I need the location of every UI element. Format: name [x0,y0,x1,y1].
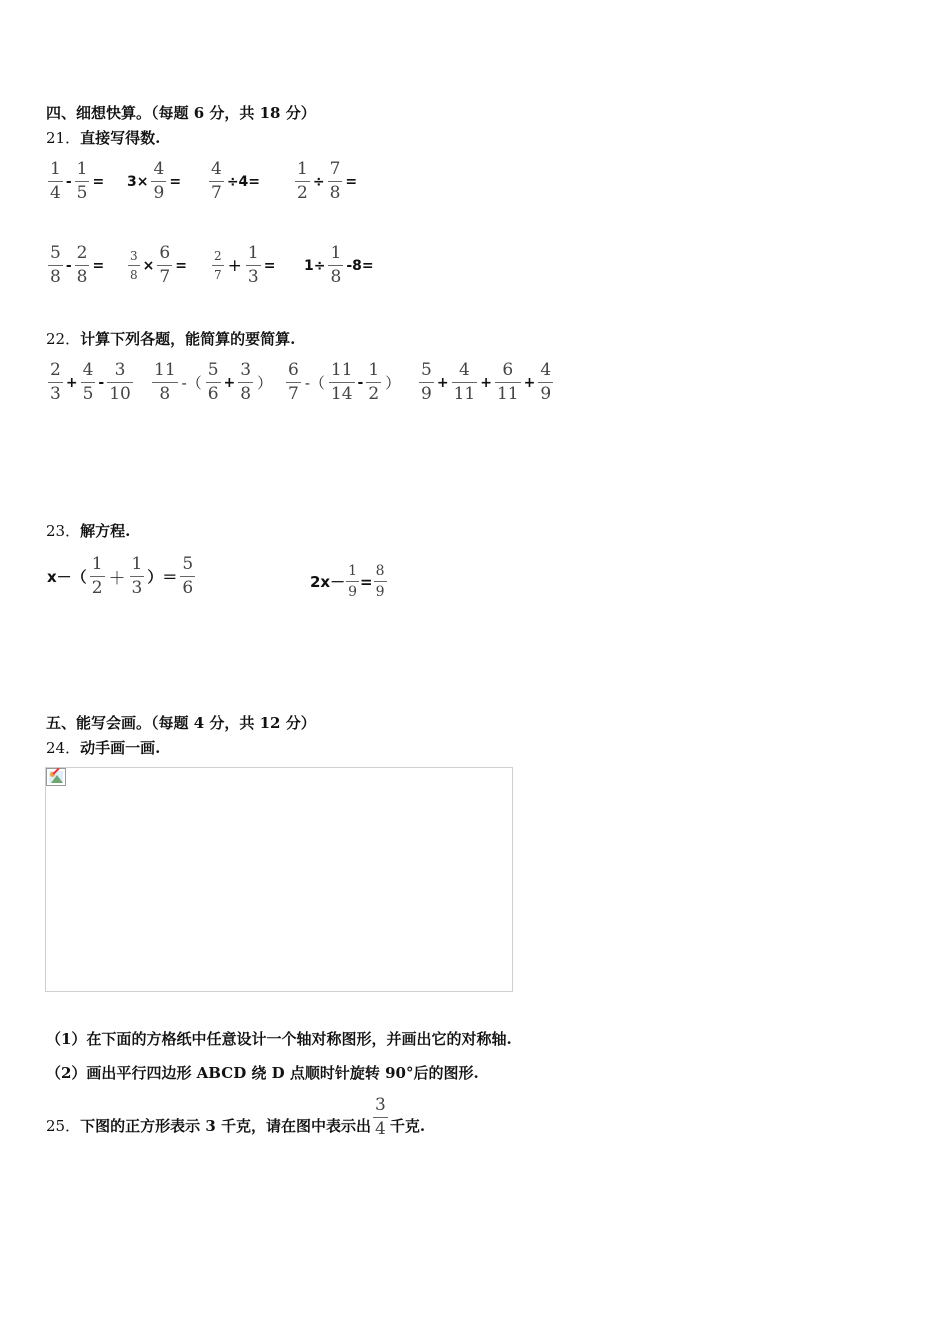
question-number: 22． [46,330,81,348]
section-4-heading: 四、细想快算。（每题 6 分，共 18 分） [46,104,316,122]
fraction: $\frac{5}{6}$ [207,360,219,404]
fraction: $\frac{1}{2}$ [297,159,308,203]
q21-expr-8: 1÷ $\frac{1}{8}$ -8= [304,243,374,287]
fraction: $\frac{3}{10}$ [109,360,131,404]
fraction: $\frac{1}{3}$ [247,243,259,287]
question-text: 计算下列各题，能简算的要简算. [80,330,296,348]
fraction: $\frac{2}{7}$ [214,249,222,282]
q21-expr-1: $\frac{1}{4}$ - $\frac{1}{5}$ = [50,159,105,203]
fraction: $\frac{4}{7}$ [211,159,222,203]
fraction: $\frac{5}{6}$ [182,554,194,598]
question-text: 动手画一画. [80,739,161,757]
question-22-title [46,328,295,349]
question-24-title [46,737,160,758]
question-text: 下图的正方形表示 3 千克，请在图中表示出 [80,1117,371,1135]
question-25 [46,1097,425,1138]
q23-equation-2: 2x－ $\frac{1}{9}$ = $\frac{8}{9}$ [310,563,385,600]
question-text: 解方程. [80,522,131,540]
fraction: $\frac{1}{2}$ [91,554,103,598]
fraction: $\frac{3}{8}$ [240,360,252,404]
q22-expr-3: $\frac{6}{7}$ -（ $\frac{11}{14}$ - $\frac{1}{2}$ ） [288,360,401,404]
question-text-end: 千克. [389,1117,426,1135]
fraction: $\frac{6}{7}$ [159,243,171,287]
fraction: $\frac{1}{3}$ [131,554,143,598]
fraction: $\frac{3}{8}$ [130,249,138,282]
fraction: $\frac{11}{8}$ [154,360,176,404]
image-frame [45,767,513,992]
q22-expr-2: $\frac{11}{8}$ -（ $\frac{5}{6}$ + $\frac{3}{8}$ ） [154,360,273,404]
question-text: 直接写得数. [80,129,161,147]
q24-subquestion-2: （2）画出平行四边形 ABCD 绕 D 点顺时针旋转 90°后的图形. [46,1064,479,1082]
fraction: $\frac{4}{9}$ [540,360,552,404]
fraction: $\frac{3}{4}$ [374,1095,386,1139]
q24-subquestion-1: （1）在下面的方格纸中任意设计一个轴对称图形，并画出它的对称轴. [46,1030,512,1048]
q22-expr-1: $\frac{2}{3}$ + $\frac{4}{5}$ - $\frac{3}{10}$ [50,360,131,404]
question-number: 24． [46,739,81,757]
q21-expr-2: 3× $\frac{4}{9}$ = [127,159,182,203]
section-5-heading: 五、能写会画。（每题 4 分，共 12 分） [46,714,316,732]
fraction: $\frac{4}{9}$ [153,159,165,203]
question-23-title [46,520,130,541]
question-number: 23． [46,522,81,540]
q21-expr-5: $\frac{5}{8}$ - $\frac{2}{8}$ = [50,243,105,287]
fraction: $\frac{1}{9}$ [348,563,358,600]
q23-equation-1: x－（ $\frac{1}{2}$ ＋ $\frac{1}{3}$ ）＝ $\frac{5}{6}$ [47,554,194,598]
q21-expr-3: $\frac{4}{7}$ ÷4= [211,159,261,203]
fraction: $\frac{4}{5}$ [82,360,94,404]
fraction: $\frac{1}{4}$ [50,159,61,203]
fraction: $\frac{1}{2}$ [368,360,380,404]
fraction: $\frac{2}{3}$ [50,360,61,404]
question-number: 21． [46,129,81,147]
fraction: $\frac{7}{8}$ [329,159,341,203]
q21-expr-6: $\frac{3}{8}$ × $\frac{6}{7}$ = [130,243,187,287]
question-number: 25． [46,1117,81,1135]
q21-expr-4: $\frac{1}{2}$ ÷ $\frac{7}{8}$ = [297,159,358,203]
q21-expr-7: $\frac{2}{7}$ + $\frac{1}{3}$ = [214,243,276,287]
question-21-title [46,127,160,148]
fraction: $\frac{1}{5}$ [76,159,88,203]
fraction: $\frac{6}{11}$ [496,360,519,404]
fraction: $\frac{5}{8}$ [50,243,61,287]
fraction: $\frac{2}{8}$ [76,243,88,287]
fraction: $\frac{11}{14}$ [330,360,353,404]
fraction: $\frac{1}{8}$ [330,243,342,287]
fraction: $\frac{4}{11}$ [453,360,476,404]
fraction: $\frac{5}{9}$ [421,360,432,404]
fraction: $\frac{6}{7}$ [288,360,299,404]
q22-expr-4: $\frac{5}{9}$ + $\frac{4}{11}$ + $\frac{6}{11}$ + $\frac{4}{9}$ [421,360,552,404]
broken-image-icon [46,768,66,786]
fraction: $\frac{8}{9}$ [375,563,385,600]
